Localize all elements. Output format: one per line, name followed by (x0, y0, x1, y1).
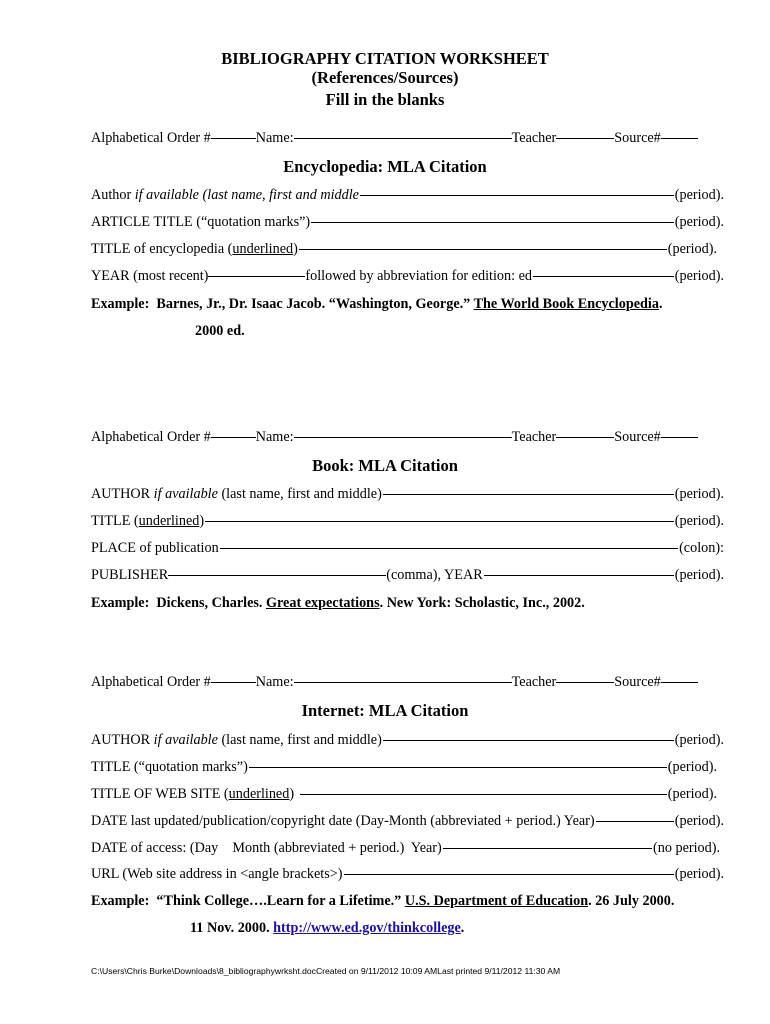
author-label: Author (91, 187, 132, 203)
book-section-title: Book: MLA Citation (312, 456, 458, 475)
year-blank[interactable] (484, 574, 674, 576)
book-author-line (91, 486, 724, 506)
place-label: PLACE of publication (91, 540, 219, 556)
example-text: Dickens, Charles. (156, 595, 263, 611)
author-label: AUTHOR (91, 486, 151, 502)
year-blank[interactable] (208, 275, 305, 277)
publisher-blank[interactable] (168, 574, 386, 576)
name-blank[interactable] (294, 436, 512, 438)
name-label: Name: (255, 130, 294, 146)
page-instruction: Fill in the blanks (325, 90, 445, 109)
source-label: Source# (614, 674, 661, 690)
author-italic-note: if available (last name, first and middle (134, 187, 359, 203)
article-title-blank[interactable] (311, 221, 674, 223)
period-label: (period). (667, 759, 717, 775)
example-label: Example: (91, 595, 150, 611)
example-label: Example: (91, 296, 150, 312)
period-label: (period). (674, 813, 724, 829)
date-label: DATE last updated/publication/copyright date (Day-Month (abbreviated + period.) Year) (91, 813, 595, 829)
source-blank[interactable] (661, 436, 698, 438)
year-label: YEAR (most recent) (91, 268, 209, 284)
name-label: Name: (255, 429, 294, 445)
title-blank[interactable] (205, 520, 674, 522)
period-label: (period). (674, 486, 724, 502)
author-italic-note: if available (153, 732, 218, 748)
underlined-word: underlined (228, 786, 290, 802)
title-suffix: ) (199, 513, 205, 529)
teacher-blank[interactable] (556, 681, 614, 683)
enc-title-prefix: TITLE of encyclopedia ( (91, 241, 233, 257)
title-prefix: TITLE ( (91, 513, 139, 529)
underlined-word: underlined (138, 513, 200, 529)
encyclopedia-title-line (91, 241, 717, 261)
period-label: (period). (667, 241, 717, 257)
underlined-word: underlined (232, 241, 294, 257)
example-end: . (460, 920, 465, 936)
period-label: (period). (674, 866, 724, 882)
alpha-order-label: Alphabetical Order # (91, 674, 211, 690)
alpha-order-label: Alphabetical Order # (91, 429, 211, 445)
book-publisher-line (91, 567, 724, 587)
edition-label: followed by abbreviation for edition: ed (305, 268, 532, 284)
alpha-order-blank[interactable] (211, 436, 256, 438)
teacher-label: Teacher (511, 674, 557, 690)
period-label: (period). (674, 513, 724, 529)
example-underlined: The World Book Encyclopedia (473, 296, 659, 312)
example-end: . (658, 296, 663, 312)
teacher-label: Teacher (511, 429, 557, 445)
date-blank[interactable] (596, 820, 674, 822)
name-blank[interactable] (294, 137, 512, 139)
example-end: . 26 July 2000. (588, 893, 675, 909)
teacher-blank[interactable] (556, 137, 614, 139)
enc-title-suffix: ) (293, 241, 298, 257)
encyclopedia-section-title: Encyclopedia: MLA Citation (283, 157, 487, 176)
student-info-row-encyclopedia (91, 130, 721, 150)
example-url-link[interactable]: http://www.ed.gov/thinkcollege (273, 920, 461, 936)
example-text: Barnes, Jr., Dr. Isaac Jacob. “Washington, George.” (156, 296, 471, 312)
author-label: AUTHOR (91, 732, 151, 748)
author-blank[interactable] (383, 493, 674, 495)
internet-example-line2 (190, 920, 464, 937)
period-label: (period). (674, 732, 724, 748)
internet-access-line (91, 840, 720, 860)
access-blank[interactable] (443, 847, 652, 849)
title-label: TITLE (“quotation marks”) (91, 759, 248, 775)
internet-title-line (91, 759, 717, 779)
name-label: Name: (255, 674, 294, 690)
source-label: Source# (614, 130, 661, 146)
site-blank[interactable] (300, 793, 667, 795)
period-label: (period). (674, 567, 724, 583)
source-blank[interactable] (661, 137, 698, 139)
example-label: Example: (91, 893, 150, 909)
url-label: URL (Web site address in <angle brackets>) (91, 866, 343, 882)
access-label: DATE of access: (Day Month (abbreviated + period.) Year) (91, 840, 442, 856)
student-info-row-book (91, 429, 721, 449)
site-prefix: TITLE OF WEB SITE ( (91, 786, 229, 802)
edition-blank[interactable] (533, 275, 674, 277)
internet-section-title: Internet: MLA Citation (301, 701, 469, 720)
publisher-label: PUBLISHER (91, 567, 169, 583)
encyclopedia-example (91, 296, 663, 313)
book-place-line (91, 540, 724, 560)
year-label: (comma), YEAR (386, 567, 483, 583)
book-title-line (91, 513, 724, 533)
example-date: 11 Nov. 2000. (190, 920, 270, 936)
page-subtitle: (References/Sources) (311, 68, 459, 87)
internet-author-line (91, 732, 724, 752)
author-rest: (last name, first and middle) (221, 732, 382, 748)
example-underlined: Great expectations (265, 595, 380, 611)
encyclopedia-article-line (91, 214, 724, 234)
alpha-order-blank[interactable] (211, 681, 256, 683)
no-period-label: (no period). (653, 840, 720, 856)
internet-site-line (91, 786, 717, 806)
enc-title-blank[interactable] (299, 248, 667, 250)
period-label: (period). (667, 786, 717, 802)
name-blank[interactable] (294, 681, 512, 683)
teacher-blank[interactable] (556, 436, 614, 438)
example-end: . New York: Scholastic, Inc., 2002. (379, 595, 585, 611)
period-label: (period). (674, 187, 724, 203)
site-suffix: ) (289, 786, 295, 802)
student-info-row-internet (91, 674, 721, 694)
source-blank[interactable] (661, 681, 698, 683)
internet-example (91, 893, 674, 910)
example-underlined: U.S. Department of Education (404, 893, 589, 909)
place-blank[interactable] (220, 547, 678, 549)
alpha-order-blank[interactable] (211, 137, 256, 139)
example-text: “Think College….Learn for a Lifetime.” (156, 893, 402, 909)
author-blank[interactable] (383, 739, 674, 741)
colon-label: (colon): (679, 540, 724, 556)
encyclopedia-author-line (91, 187, 724, 207)
author-blank[interactable] (360, 194, 674, 196)
page-title: BIBLIOGRAPHY CITATION WORKSHEET (221, 49, 549, 68)
period-label: (period). (674, 268, 724, 284)
internet-url-line (91, 866, 724, 886)
book-example (91, 595, 585, 612)
author-rest: (last name, first and middle) (221, 486, 382, 502)
internet-date-line (91, 813, 724, 833)
period-label: (period). (674, 214, 724, 230)
encyclopedia-example-line2: 2000 ed. (195, 323, 245, 339)
teacher-label: Teacher (511, 130, 557, 146)
alpha-order-label: Alphabetical Order # (91, 130, 211, 146)
encyclopedia-year-line (91, 268, 724, 288)
url-blank[interactable] (344, 873, 674, 875)
document-footer: C:\Users\Chris Burke\Downloads\8_bibliographywrksht.docCreated on 9/11/2012 10:09 AMLast printed 9/11/2012 11:30 AM (91, 966, 561, 976)
article-title-label: ARTICLE TITLE (“quotation marks”) (91, 214, 311, 230)
author-italic-note: if available (153, 486, 218, 502)
title-blank[interactable] (249, 766, 667, 768)
source-label: Source# (614, 429, 661, 445)
